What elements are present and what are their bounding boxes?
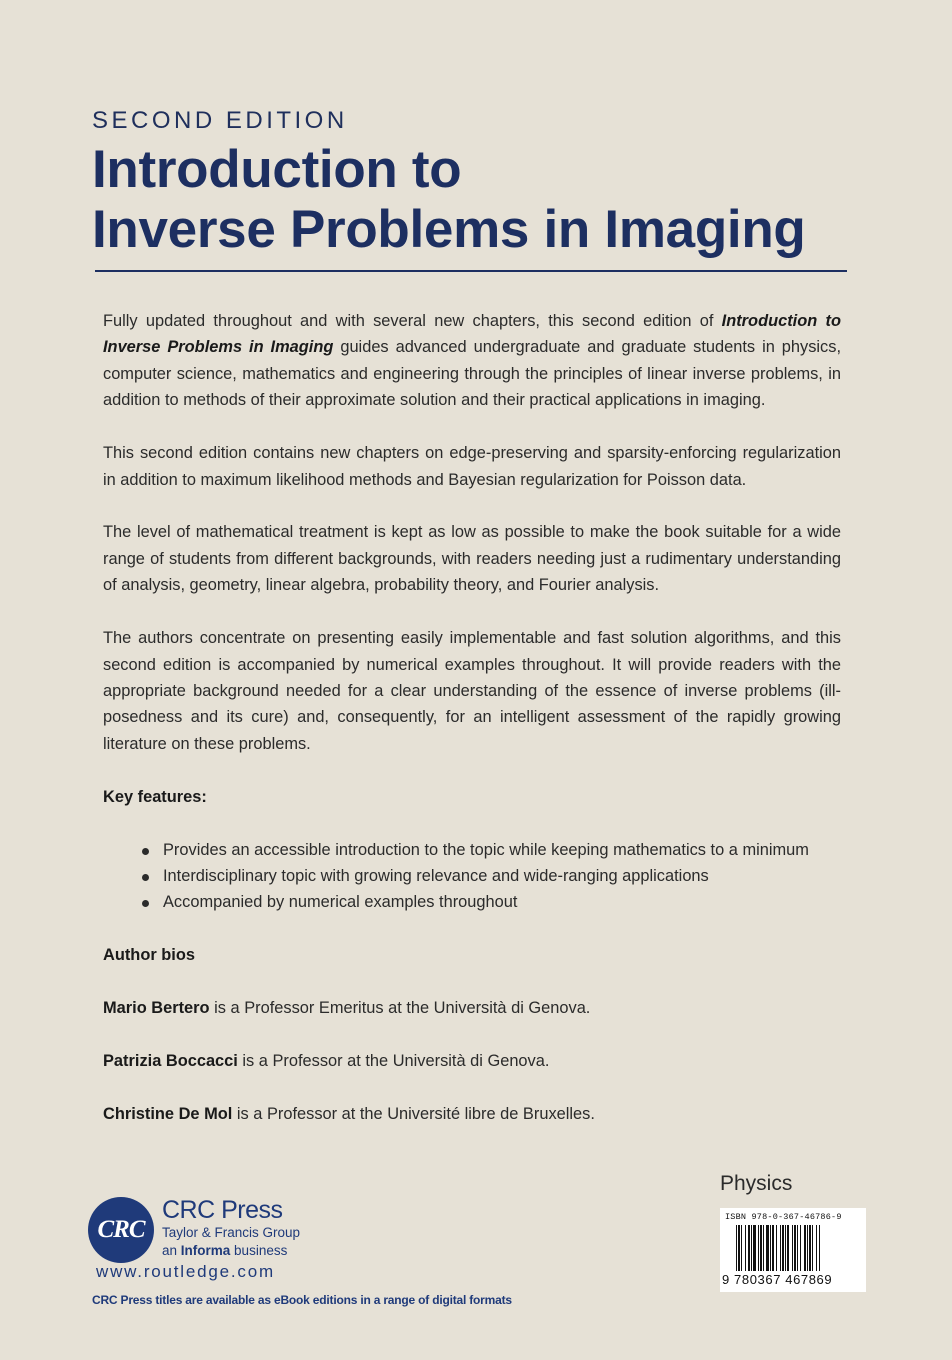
- publisher-website[interactable]: www.routledge.com: [96, 1262, 275, 1281]
- crc-logo: CRC: [88, 1197, 154, 1263]
- barcode-stripe: [776, 1225, 777, 1271]
- barcode-stripe: [804, 1225, 806, 1271]
- author-bio: [103, 1101, 841, 1127]
- barcode-digits: 9 780367 467869: [722, 1272, 833, 1287]
- blurb-paragraph-4: The authors concentrate on presenting easily implementable and fast solution algorithms, and this second edition is accompanied by numerical examples throughout. It will provide readers with the appropriate background needed for a clear understanding of the essence of inverse problems (ill-posedness and its cure) and, consequently, for an intelligent assessment of the rapidly growing literature on these problems.: [103, 629, 841, 753]
- title-divider: [95, 270, 847, 272]
- barcode-stripe: [800, 1225, 801, 1271]
- barcode-stripe: [763, 1225, 764, 1271]
- publisher-group: Taylor & Francis Group: [162, 1225, 301, 1240]
- barcode-bars: [736, 1225, 854, 1275]
- informa-suffix: business: [230, 1243, 288, 1258]
- barcode-stripe: [816, 1225, 817, 1271]
- book-title-line-2: Inverse Problems in Imaging: [92, 200, 806, 259]
- barcode-stripe: [766, 1225, 769, 1271]
- author-name: Mario Bertero: [103, 999, 210, 1018]
- blurb-paragraph-1: [103, 308, 841, 414]
- key-feature-item: Interdisciplinary topic with growing relevance and wide-ranging applications: [103, 863, 841, 889]
- blurb-paragraph-2: This second edition contains new chapters on edge-preserving and sparsity-enforcing regularization in addition to maximum likelihood methods and Bayesian regularization for Poisson data.: [103, 444, 841, 489]
- publisher-name: CRC Press: [162, 1196, 283, 1224]
- barcode-stripe: [741, 1225, 742, 1271]
- barcode-stripe: [738, 1225, 740, 1271]
- author-bio: [103, 1048, 841, 1074]
- author-name: Patrizia Boccacci: [103, 1052, 238, 1071]
- informa-prefix: an: [162, 1243, 181, 1258]
- blurb-paragraph-3: The level of mathematical treatment is kept as low as possible to make the book suitable for a wide range of students from different backgrounds, with readers needing just a rudimentary understanding of analysis, geometry, linear algebra, probability theory, and Fourier analysis.: [103, 523, 841, 595]
- author-name: Christine De Mol: [103, 1105, 233, 1124]
- author-bios-heading: Author bios: [103, 946, 195, 965]
- key-features-list: [103, 837, 841, 916]
- barcode-stripe: [745, 1225, 746, 1271]
- barcode-stripe: [819, 1225, 820, 1271]
- blurb: [103, 308, 841, 1154]
- informa-name: Informa: [180, 1243, 231, 1258]
- barcode-stripe: [792, 1225, 793, 1271]
- key-feature-item: Provides an accessible introduction to the topic while keeping mathematics to a minimum: [103, 837, 841, 863]
- author-bio-text: is a Professor at the Università di Genova.: [237, 1052, 550, 1071]
- author-bio-text: is a Professor at the Université libre de Bruxelles.: [232, 1105, 595, 1124]
- barcode-stripe: [797, 1225, 798, 1271]
- barcode-stripe: [787, 1225, 789, 1271]
- paragraph-1-intro: Fully updated throughout and with several new chapters, this second edition of: [103, 312, 722, 330]
- edition-label: SECOND EDITION: [92, 107, 348, 134]
- book-title: [92, 140, 806, 260]
- barcode-stripe: [751, 1225, 752, 1271]
- barcode-stripe: [782, 1225, 784, 1271]
- barcode-stripe: [807, 1225, 808, 1271]
- publisher-informa-line: [162, 1242, 300, 1260]
- barcode-stripe: [748, 1225, 750, 1271]
- key-feature-item: Accompanied by numerical examples throughout: [103, 889, 841, 915]
- isbn-barcode: [720, 1208, 866, 1292]
- book-title-line-1: Introduction to: [92, 140, 462, 199]
- barcode-stripe: [812, 1225, 813, 1271]
- barcode-stripe: [758, 1225, 759, 1271]
- author-bio: [103, 995, 841, 1021]
- barcode-stripe: [780, 1225, 781, 1271]
- paragraph-1-rest: guides advanced undergraduate and graduate students in physics, computer science, mathematics and engineering through the principles of linear inverse problems, in addition to methods of their approximate solution and their practical applications in imaging.: [103, 338, 842, 410]
- key-features-heading: Key features:: [103, 787, 207, 806]
- barcode-stripe: [753, 1225, 756, 1271]
- barcode-stripe: [772, 1225, 774, 1271]
- barcode-stripe: [794, 1225, 796, 1271]
- barcode-stripe: [736, 1225, 737, 1271]
- publisher-block: [162, 1196, 300, 1260]
- isbn-label: ISBN 978-0-367-46786-9: [725, 1212, 842, 1222]
- author-bio-text: is a Professor Emeritus at the Università di Genova.: [209, 999, 591, 1018]
- barcode-stripe: [809, 1225, 811, 1271]
- barcode-stripe: [770, 1225, 771, 1271]
- subject-category: Physics: [720, 1172, 793, 1195]
- barcode-stripe: [760, 1225, 762, 1271]
- barcode-stripe: [785, 1225, 786, 1271]
- ebook-note: CRC Press titles are available as eBook editions in a range of digital formats: [92, 1293, 512, 1307]
- paragraph-1-book-title: Introduction to Inverse Problems in Imaging: [103, 312, 841, 357]
